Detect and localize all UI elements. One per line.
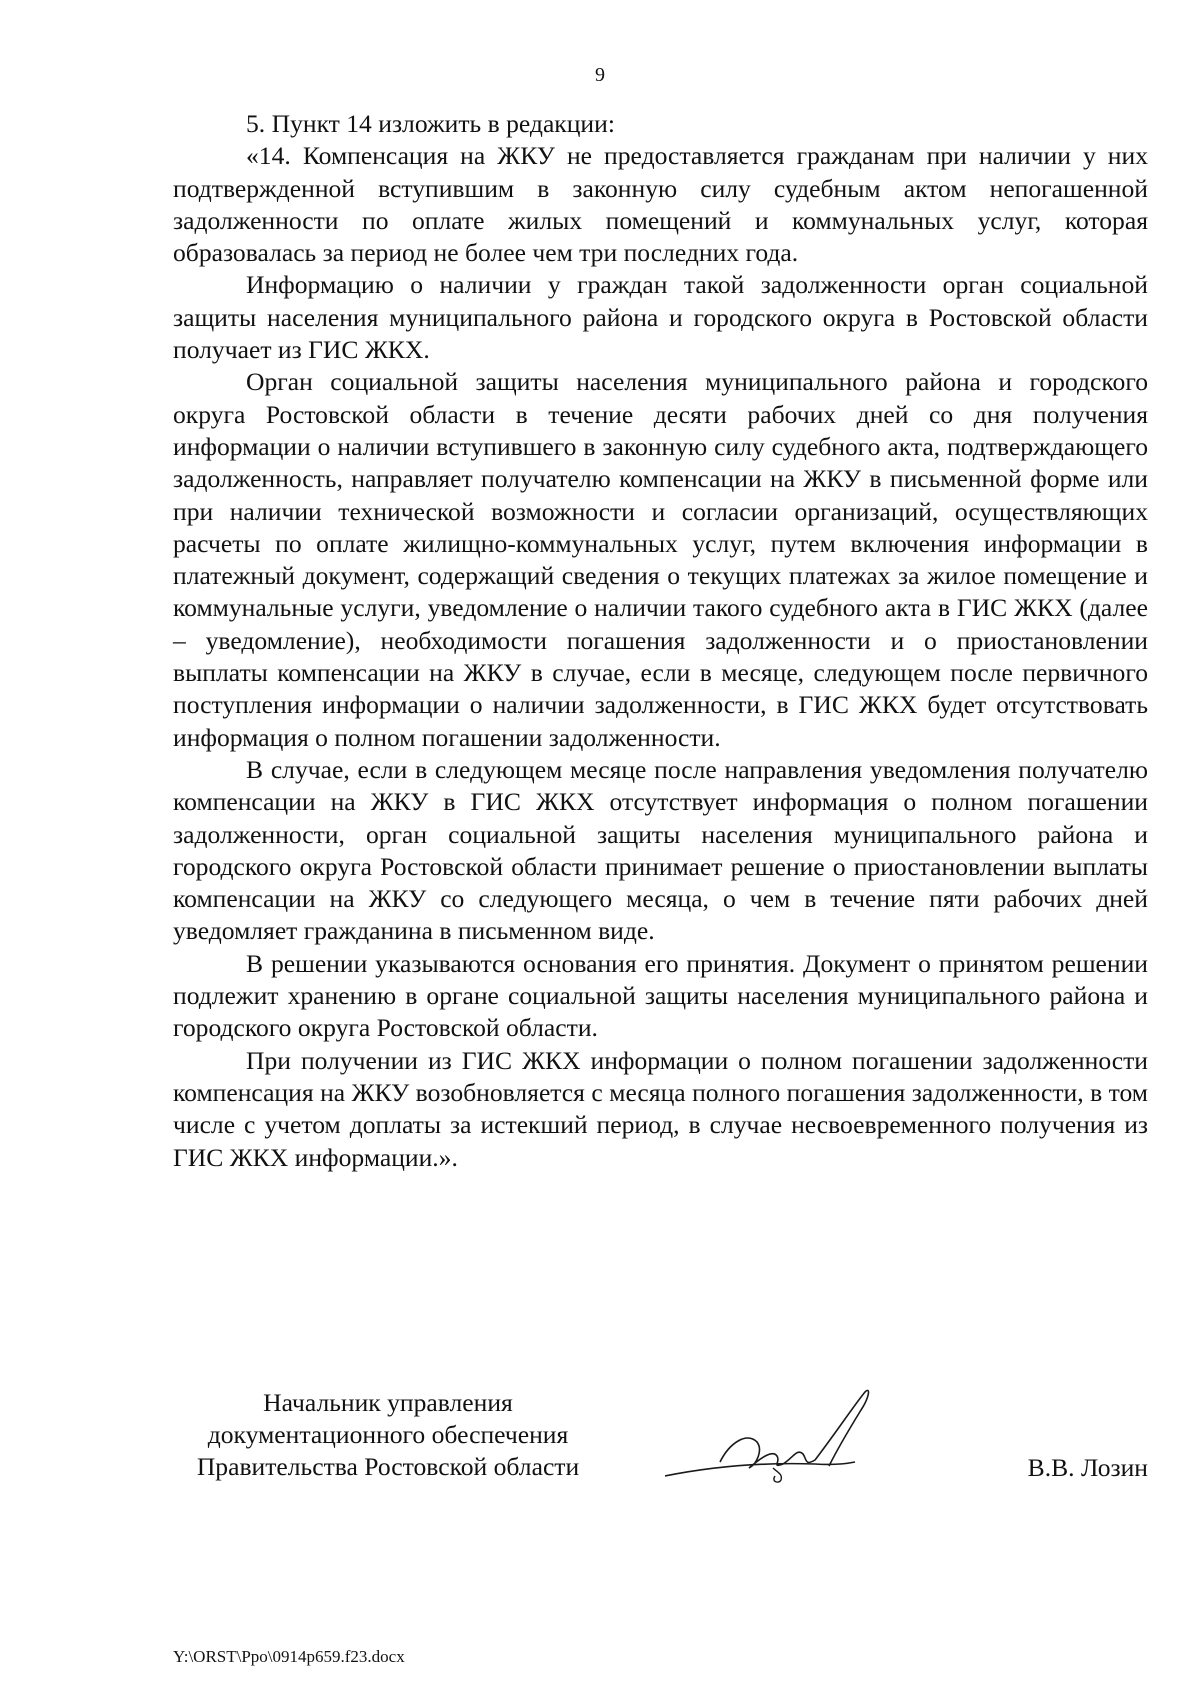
file-path: Y:\ORST\Ppo\0914p659.f23.docx [173, 1647, 405, 1666]
signature-drawing [665, 1384, 895, 1494]
handwritten-signature [665, 1384, 895, 1499]
signatory-position-line: документационного обеспечения [207, 1420, 569, 1449]
paragraph-notification-procedure: Орган социальной защиты населения муниципального района и городского округа Ростовской области в течение десяти рабочих дней со дня получения информации о наличии вступившего в законную силу судебного акта, подтверждающего задолженность, направляет получателю компенсации на ЖКУ в письменной форме или при наличии технической возможности и согласии организаций, осуществляющих расчеты по оплате жилищно-коммунальных услуг, путем включения информации в платежный документ, содержащий сведения о текущих платежах за жилое помещение и коммунальные услуги, уведомление о наличии такого судебного акта в ГИС ЖКХ (далее – уведомление), необходимости погашения задолженности и о приостановлении выплаты компенсации на ЖКУ в случае, если в месяце, следующем после первичного поступления информации о наличии задолженности, в ГИС ЖКХ будет отсутствовать информация о полном погашении задолженности. [173, 367, 1148, 752]
signatory-name: В.В. Лозин [1027, 1453, 1148, 1482]
document-body [173, 108, 1148, 1174]
paragraph-debt-info-source: Информацию о наличии у граждан такой задолженности орган социальной защиты населения муниципального района и городского округа в Ростовской области получает из ГИС ЖКХ. [173, 270, 1148, 365]
page-number: 9 [595, 64, 605, 86]
signatory-position-line: Правительства Ростовской области [196, 1452, 580, 1481]
signatory-position-line: Начальник управления [263, 1388, 513, 1417]
signatory-position [173, 1387, 603, 1483]
paragraph-resumption: При получении из ГИС ЖКХ информации о полном погашении задолженности компенсация на ЖКУ возобновляется с месяца полного погашения задолженности, в том числе с учетом доплаты за истекший период, в случае несвоевременного получения из ГИС ЖКХ информации.». [173, 1045, 1148, 1172]
paragraph-decision-storage: В решении указываются основания его принятия. Документ о принятом решении подлежит хранению в органе социальной защиты населения муниципального района и городского округа Ростовской области. [173, 948, 1148, 1043]
paragraph-suspension-decision: В случае, если в следующем месяце после направления уведомления получателю компенсации на ЖКУ в ГИС ЖКХ отсутствует информация о полном погашении задолженности, орган социальной защиты населения муниципального района и городского округа Ростовской области принимает решение о приостановлении выплаты компенсации на ЖКУ со следующего месяца, о чем в течение пяти рабочих дней уведомляет гражданина в письменном виде. [173, 754, 1148, 946]
paragraph-clause-14: «14. Компенсация на ЖКУ не предоставляется гражданам при наличии у них подтвержденной вступившим в законную силу судебным актом непогашенной задолженности по оплате жилых помещений и коммунальных услуг, которая образовалась за период не более чем три последних года. [173, 141, 1148, 268]
paragraph-amendment-intro: 5. Пункт 14 изложить в редакции: [246, 109, 615, 138]
